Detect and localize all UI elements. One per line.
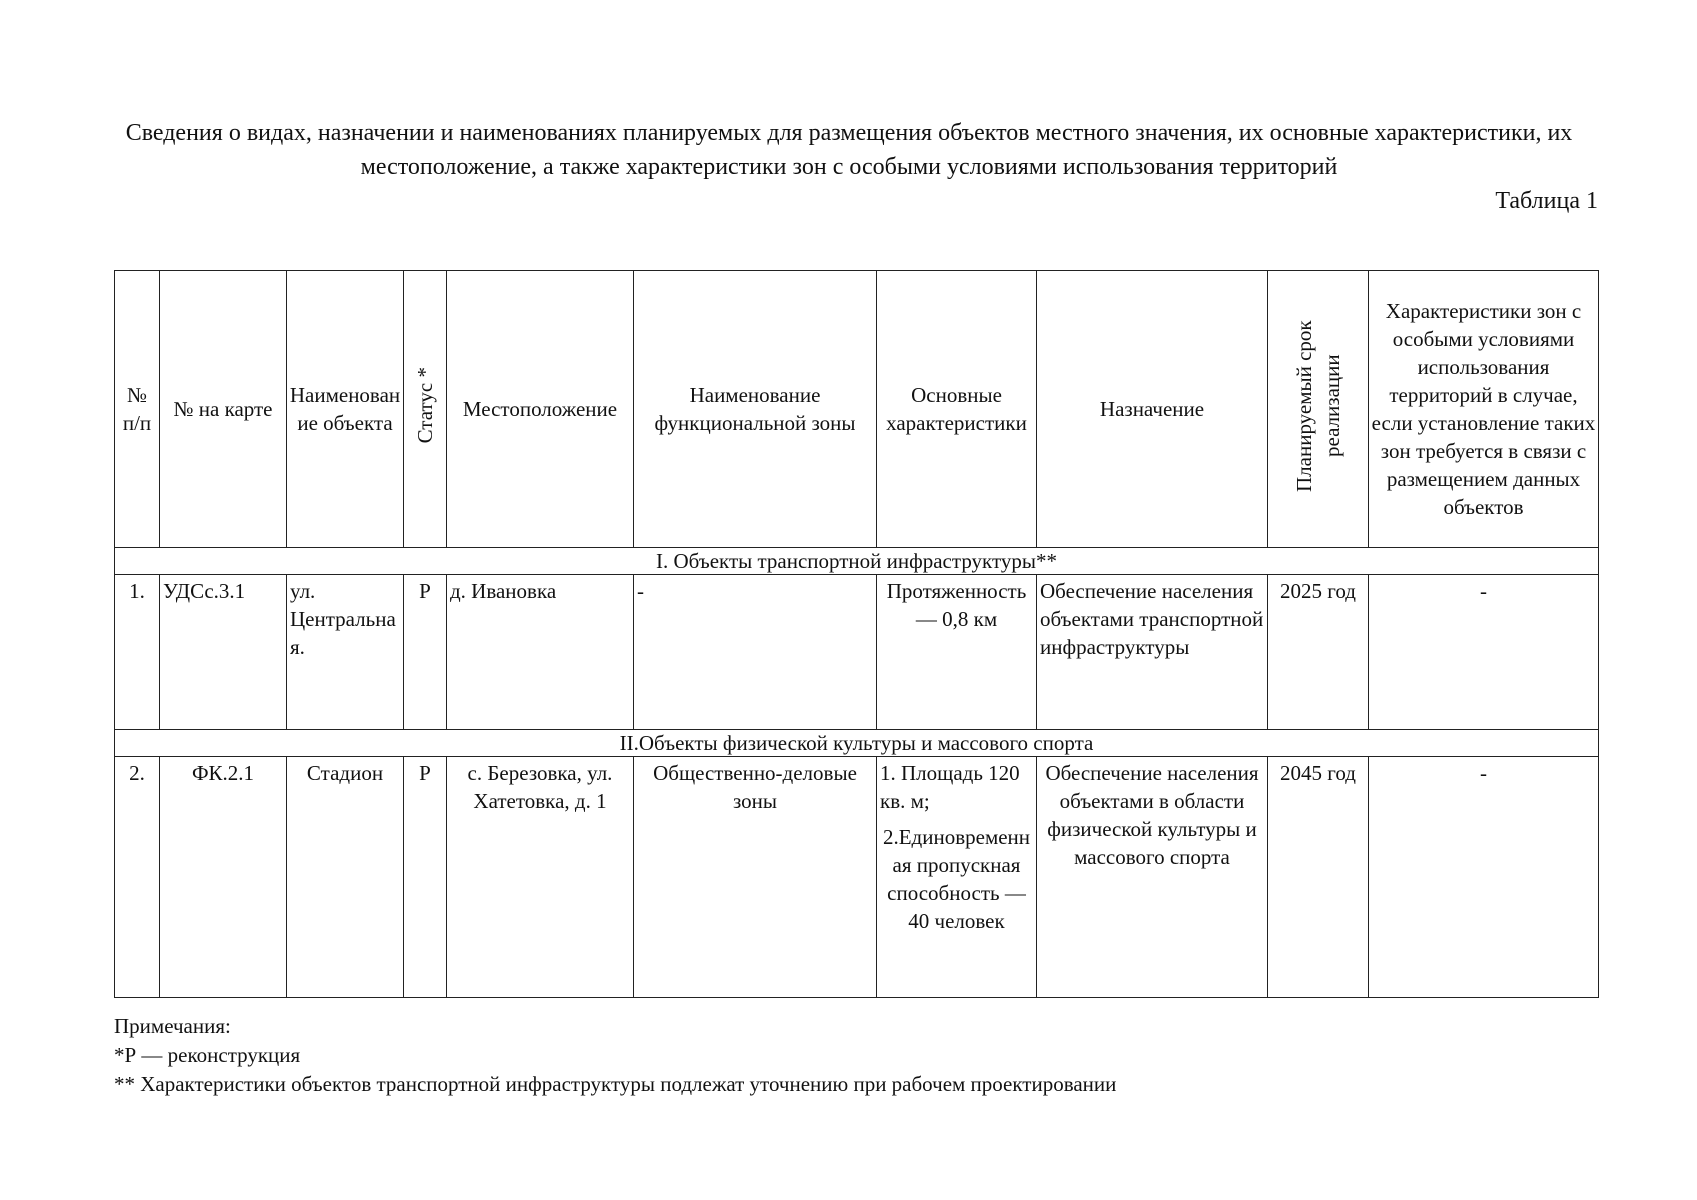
cell-status: Р (404, 575, 447, 730)
header-location: Местоположение (447, 271, 634, 548)
section-title: I. Объекты транспортной инфраструктуры** (115, 548, 1599, 575)
characteristic-capacity: 2.Единовременная пропускная способность — 40 человек (882, 825, 1031, 933)
section-row (115, 730, 1599, 757)
cell-functional-zone: Общественно-деловые зоны (634, 757, 877, 998)
cell-purpose: Обеспечение населения объектами в области физической культуры и массового спорта (1037, 757, 1268, 998)
table-number: Таблица 1 (1495, 188, 1598, 214)
cell-location: с. Березовка, ул. Хатетовка, д. 1 (447, 757, 634, 998)
cell-term: 2045 год (1268, 757, 1369, 998)
cell-map-number: ФК.2.1 (160, 757, 287, 998)
note-status: *Р — реконструкция (114, 1043, 301, 1067)
table-row (115, 757, 1599, 998)
cell-object-name: ул. Центральная. (287, 575, 404, 730)
notes (114, 1012, 1116, 1099)
section-title: II.Объекты физической культуры и массового спорта (115, 730, 1599, 757)
table-row (115, 575, 1599, 730)
section-row (115, 548, 1599, 575)
header-status-text: Статус * (413, 367, 437, 444)
header-term-text: Планируемый срок реализации (1292, 319, 1344, 492)
cell-term: 2025 год (1268, 575, 1369, 730)
table-header (115, 271, 1599, 548)
cell-purpose: Обеспечение населения объектами транспортной инфраструктуры (1037, 575, 1268, 730)
cell-status: Р (404, 757, 447, 998)
header-purpose: Назначение (1037, 271, 1268, 548)
cell-num: 2. (115, 757, 160, 998)
cell-num: 1. (115, 575, 160, 730)
cell-functional-zone: - (634, 575, 877, 730)
document-title: Сведения о видах, назначении и наименованиях планируемых для размещения объектов местного значения, их основные характеристики, их местоположение, а также характеристики зон с особыми условиями использования территорий (125, 120, 1573, 180)
notes-heading: Примечания: (114, 1014, 231, 1038)
header-characteristics: Основные характеристики (877, 271, 1037, 548)
header-functional-zone: Наименование функциональной зоны (634, 271, 877, 548)
header-num: № п/п (115, 271, 160, 548)
note-transport: ** Характеристики объектов транспортной инфраструктуры подлежат уточнению при рабочем проектировании (114, 1072, 1117, 1096)
header-term (1268, 271, 1369, 548)
planned-objects-table (114, 270, 1599, 998)
cell-characteristics: Протяженность — 0,8 км (877, 575, 1037, 730)
header-zone-characteristics: Характеристики зон с особыми условиями использования территорий в случае, если установление таких зон требуется в связи с размещением данных объектов (1369, 271, 1599, 548)
cell-zone-characteristics: - (1369, 757, 1599, 998)
header-map-number: № на карте (160, 271, 287, 548)
cell-object-name: Стадион (287, 757, 404, 998)
header-object-name: Наименование объекта (287, 271, 404, 548)
cell-characteristics (877, 757, 1037, 998)
header-status (404, 271, 447, 548)
cell-zone-characteristics: - (1369, 575, 1599, 730)
cell-location: д. Ивановка (447, 575, 634, 730)
cell-map-number: УДСс.3.1 (160, 575, 287, 730)
characteristic-area: 1. Площадь 120 кв. м; (880, 761, 1020, 813)
